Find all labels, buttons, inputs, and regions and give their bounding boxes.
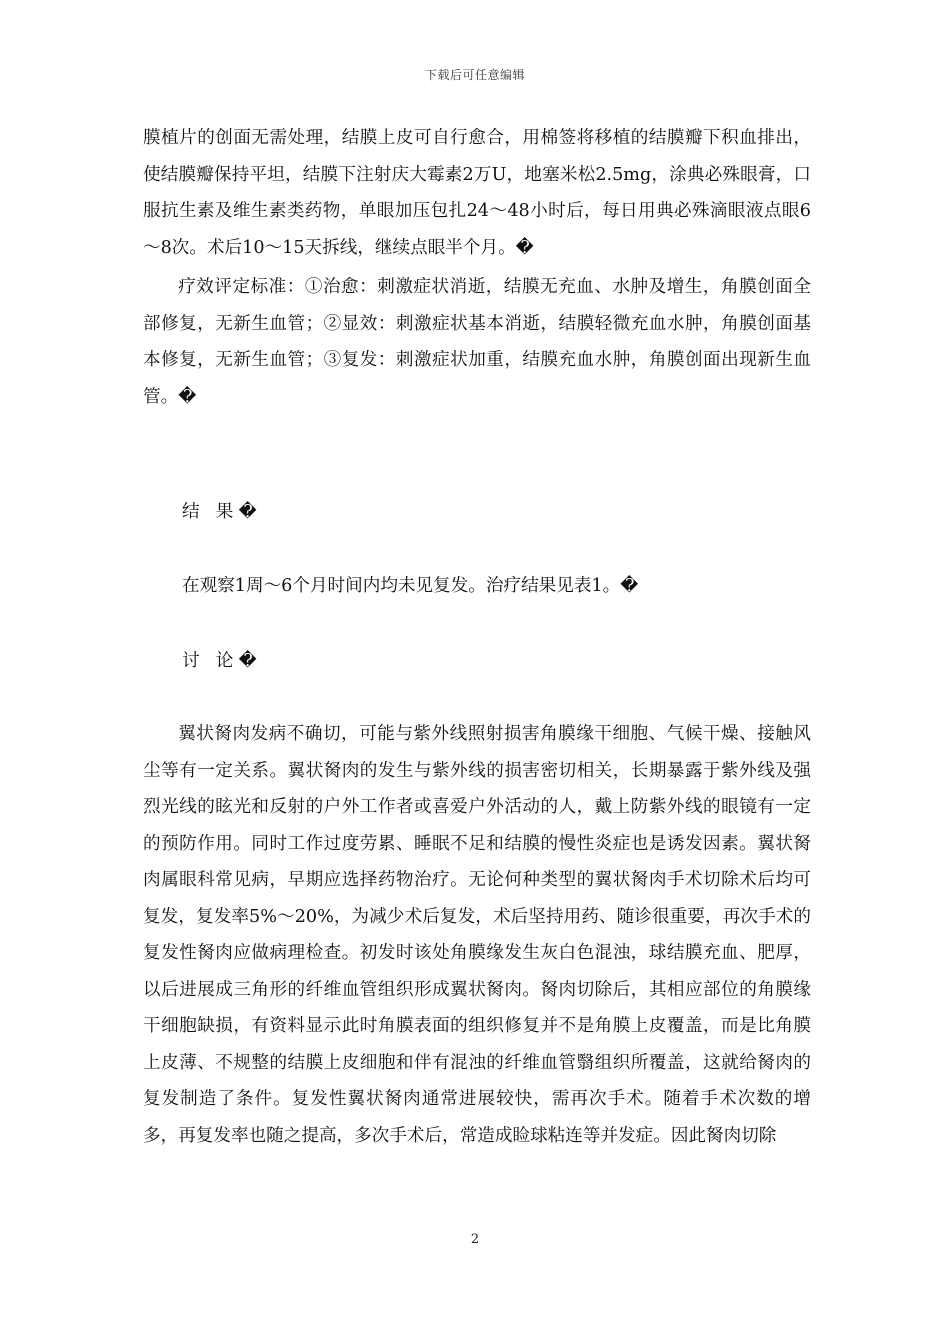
paragraph-efficacy-criteria: 疗效评定标准：①治愈：刺激症状消逝，结膜无充血、水肿及增生，角膜创面全部修复，无新生血管；②显效：刺激症状基本消逝，结膜轻微充血水肿，角膜创面基本修复，无新生血管；③复发：刺激症状加重，结膜充血水肿，角膜创面出现新生血管。� — [143, 277, 811, 407]
paragraph-surgery-aftercare: 膜植片的创面无需处理，结膜上皮可自行愈合，用棉签将移植的结膜瓣下积血排出，使结膜瓣保持平坦，结膜下注射庆大霉素2万U，地塞米松2.5mg，涂典必殊眼膏，口服抗生素及维生素类药物，单眼加压包扎24～48小时后，每日用典必殊滴眼液点眼6～8次。术后10～15天拆线，继续点眼半个月。� — [143, 128, 811, 258]
section-heading-results: 结 果� — [182, 502, 262, 522]
section-heading-discussion: 讨 论� — [182, 651, 262, 671]
paragraph-discussion: 翼状胬肉发病不确切，可能与紫外线照射损害角膜缘干细胞、气候干燥、接触风尘等有一定关系。翼状胬肉的发生与紫外线的损害密切相关，长期暴露于紫外线及强烈光线的眩光和反射的户外工作者或喜爱户外活动的人，戴上防紫外线的眼镜有一定的预防作用。同时工作过度劳累、睡眠不足和结膜的慢性炎症也是诱发因素。翼状胬肉属眼科常见病，早期应选择药物治疗。无论何种类型的翼状胬肉手术切除术后均可复发，复发率5%～20%，为减少术后复发，术后坚持用药、随诊很重要，再次手术的复发性胬肉应做病理检查。初发时该处角膜缘发生灰白色混浊，球结膜充血、肥厚，以后进展成三角形的纤维血管组织形成翼状胬肉。胬肉切除后，其相应部位的角膜缘干细胞缺损，有资料显示此时角膜表面的组织修复并不是角膜上皮覆盖，而是比角膜上皮薄、不规整的结膜上皮细胞和伴有混浊的纤维血管翳组织所覆盖，这就给胬肉的复发制造了条件。复发性翼状胬肉通常进展较快，需再次手术。随着手术次数的增多，再复发率也随之提高，多次手术后，常造成睑球粘连等并发症。因此胬肉切除 — [143, 724, 811, 1146]
paragraph-results: 在观察1周～6个月时间内均未见复发。治疗结果见表1。� — [182, 576, 639, 596]
page-number: 2 — [470, 1232, 480, 1247]
page-header: 下载后可任意编辑 — [424, 68, 525, 82]
